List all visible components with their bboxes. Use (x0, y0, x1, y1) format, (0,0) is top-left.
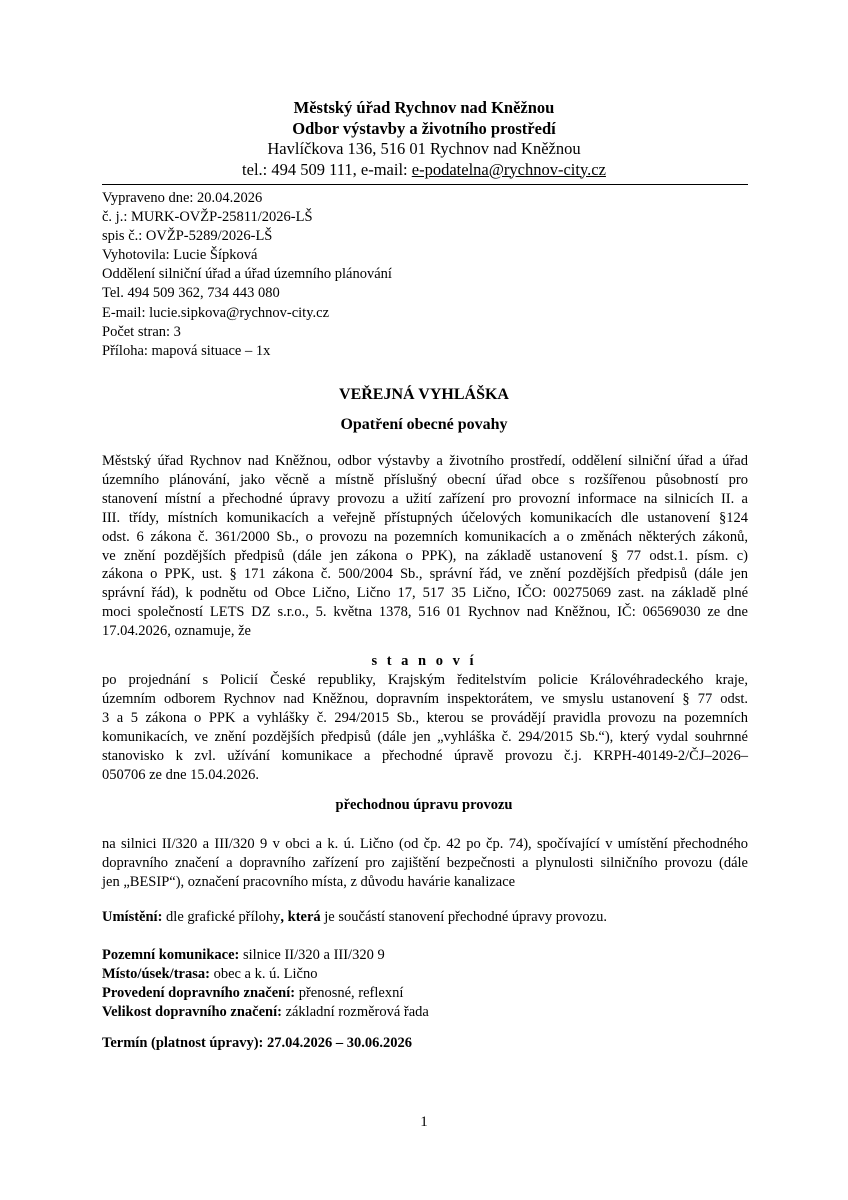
meta-phone: Tel. 494 509 362, 734 443 080 (102, 285, 280, 302)
detail-label: Pozemní komunikace: (102, 947, 240, 963)
office-address: Havlíčkova 136, 516 01 Rychnov nad Kněžnou (267, 139, 581, 158)
road-paragraph (102, 835, 748, 892)
meta-page-count: Počet stran: 3 (102, 323, 181, 340)
validity-term: Termín (platnost úpravy): 27.04.2026 – 30.06.2026 (102, 1035, 413, 1051)
meta-department: Oddělení silniční úřad a úřad územního plánování (102, 266, 392, 283)
umisteni-line (102, 908, 748, 927)
intro-paragraph (102, 452, 748, 641)
police-line: komunikacích, ve znění pozdějších předpisů (dále jen „vyhláška č. 294/2015 Sb.“), který vydal souhrnné (102, 728, 748, 745)
stanovi-heading: s t a n o v í (371, 653, 477, 669)
road-line: dopravního značení a dopravního zařízení pro zajištění bezpečnosti a plynulosti silničního provozu (dále (102, 854, 748, 871)
document-metadata (102, 184, 748, 361)
intro-line: Městský úřad Rychnov nad Kněžnou, odbor výstavby a životního prostředí, oddělení silniční úřad a úřad (102, 453, 748, 469)
meta-dispatched: Vypraveno dne: 20.04.2026 (102, 190, 263, 206)
detail-value: silnice II/320 a III/320 9 (239, 947, 385, 963)
intro-line: územního plánování, jako věcně a místně příslušný obecní úřad obce s rozšířenou působností pro (102, 471, 748, 488)
department-name: Odbor výstavby a životního prostředí (292, 118, 556, 138)
intro-line: moci společností LETS DZ s.r.o., 5. května 1378, 516 01 Rychnov nad Kněžnou, IČ: 06569030 ze dne (102, 604, 748, 621)
document-subtitle: Opatření obecné povahy (340, 416, 508, 433)
police-line: územním odborem Rychnov nad Kněžnou, dopravním inspektorátem, ve smyslu ustanovení § 77 odst. (102, 690, 748, 707)
office-name: Městský úřad Rychnov nad Kněžnou (293, 98, 555, 117)
detail-label: Místo/úsek/trasa: (102, 965, 210, 982)
intro-line: odst. 6 zákona č. 361/2000 Sb., o provozu na pozemních komunikacích a o změnách některých zákonů, (102, 528, 748, 545)
intro-line: stanovení místní a přechodné úpravy provozu a užití zařízení pro provozní informace na silnicích II. a (102, 490, 748, 507)
document-title: VEŘEJNÁ VYHLÁŠKA (339, 386, 509, 403)
umisteni-text-end: je součástí stanovení přechodné úpravy provozu. (320, 909, 607, 925)
meta-email: E-mail: lucie.sipkova@rychnov-city.cz (102, 304, 330, 321)
road-line: jen „BESIP“), označení pracovního místa, z důvodu havárie kanalizace (102, 873, 516, 890)
detail-value: přenosné, reflexní (295, 984, 404, 1001)
police-line: stanovisko k zvl. užívání komunikace a přechodné úpravě provozu č.j. KRPH-40149-2/ČJ–2026– (102, 747, 748, 764)
meta-attachment: Příloha: mapová situace – 1x (102, 342, 271, 359)
meta-file-number: spis č.: OVŽP-5289/2026-LŠ (102, 228, 273, 245)
road-line: na silnici II/320 a III/320 9 v obci a k. ú. Ličnо (od čp. 42 po čp. 74), spočívající v umístění přechodného (102, 836, 748, 852)
intro-line: správní řád), k podnětu od Obce Ličnо, Ličnо 17, 517 35 Ličnо, IČO: 00275069 zast. na základě plné (102, 585, 748, 602)
police-line: po projednání s Policií České republiky, Krajským ředitelstvím policie Královéhradeckého kraje, (102, 672, 748, 688)
intro-line: 17.04.2026, oznamuje, že (102, 623, 251, 640)
detail-execution (102, 984, 748, 1003)
intro-line: ve znění pozdějších předpisů (dále jen zákona o PPK), na základě ustanovení § 77 odst.1. písm. c) (102, 547, 748, 564)
office-header (100, 98, 748, 180)
umisteni-text: dle grafické přílohy (162, 909, 281, 925)
detail-label: Velikost dopravního značení: (102, 1003, 282, 1020)
intro-line: III. třídy, místních komunikacích a veřejně přístupných účelových komunikacích dle ustanovení §124 (102, 509, 748, 526)
details-block (102, 946, 748, 1022)
police-line: 050706 ze dne 15.04.2026. (102, 766, 260, 783)
detail-location (102, 965, 748, 984)
detail-road (102, 946, 748, 965)
office-email-link[interactable]: e-podatelna@rychnov-city.cz (411, 159, 606, 179)
detail-label: Provedení dopravního značení: (102, 984, 296, 1001)
meta-reference-number: č. j.: MURK-OVŽP-25811/2026-LŠ (102, 209, 313, 226)
meta-author: Vyhotovila: Lucie Šípková (102, 247, 258, 264)
detail-value: základní rozměrová řada (281, 1003, 429, 1020)
detail-size (102, 1003, 748, 1022)
office-contact (100, 160, 748, 181)
page-number: 1 (420, 1114, 428, 1130)
umisteni-label: Umístění: (102, 909, 163, 925)
intro-line: zákona o PPK, ust. § 171 zákona č. 500/2004 Sb., správní řád, ve znění pozdějších předpisů (dále jen (102, 566, 748, 583)
police-paragraph (102, 671, 748, 784)
contact-phone: tel.: 494 509 111, e-mail: (242, 159, 412, 179)
prechodna-uprava-heading: přechodnou úpravu provozu (335, 797, 513, 813)
umisteni-bold-part: , která (280, 909, 321, 925)
police-line: 3 a 5 zákona o PPK a vyhlášky č. 294/2015 Sb., kterou se provádějí pravidla provozu na pozemních (102, 709, 748, 726)
detail-value: obec a k. ú. Ličnо (209, 965, 318, 982)
